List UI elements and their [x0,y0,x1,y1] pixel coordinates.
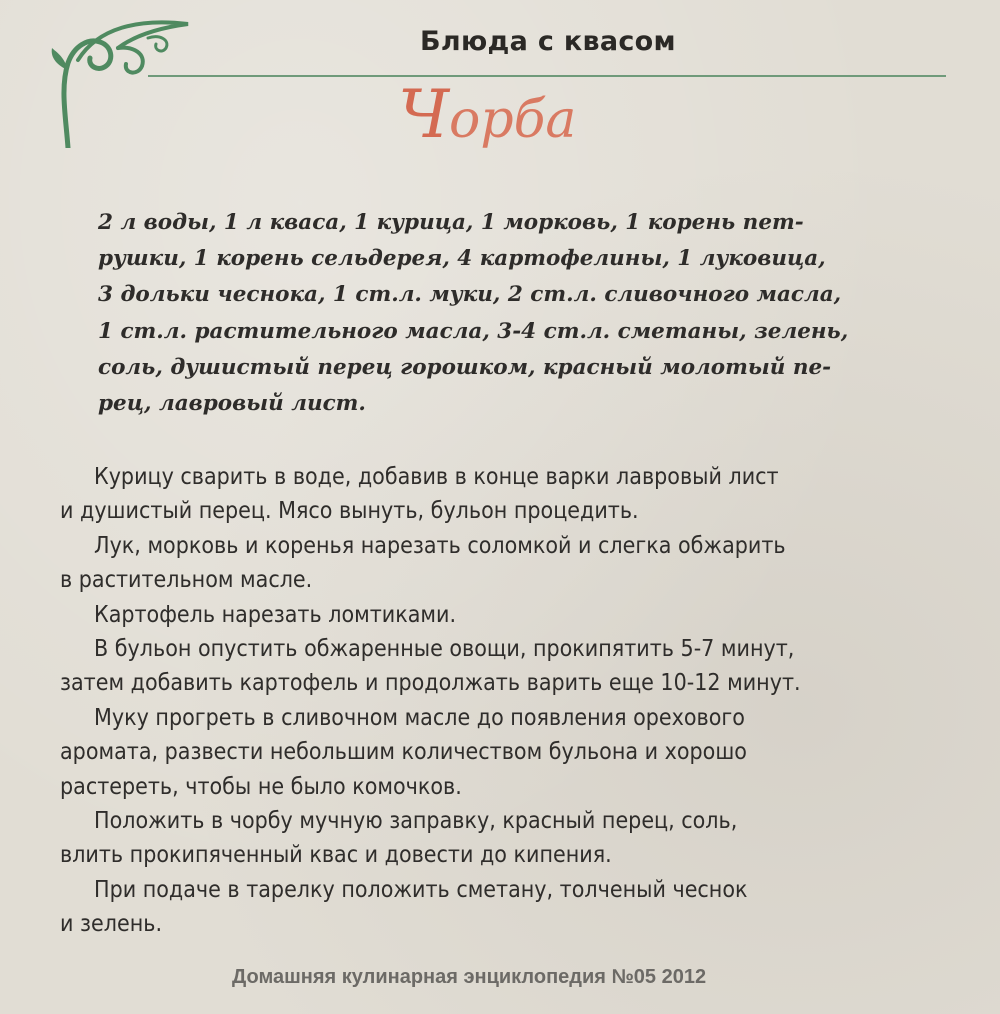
ingredients-line: 1 ст.л. растительного масла, 3-4 ст.л. сметаны, зелень, [98,318,849,344]
ingredients-list [98,205,968,422]
ingredients-line: соль, душистый перец горошком, красный молотый пе- [98,354,832,380]
ingredients-line: 2 л воды, 1 л кваса, 1 курица, 1 морковь, 1 корень пет- [98,210,804,235]
method-line: Лук, морковь и коренья нарезать соломкой и слегка обжарить [94,532,786,559]
section-title: Блюда с квасом [420,26,676,57]
method-line: В бульон опустить обжаренные овощи, прокипятить 5-7 минут, [94,636,795,663]
method-line: влить прокипяченный квас и довести до кипения. [60,842,612,869]
method-line: Картофель нарезать ломтиками. [94,601,457,628]
method-line: и зелень. [60,911,163,938]
ingredients-line: 3 дольки чеснока, 1 ст.л. муки, 2 ст.л. сливочного масла, [98,282,842,308]
leaf-swirl-icon [38,8,198,148]
method-line: Курицу сварить в воде, добавив в конце варки лавровый лист [94,464,779,490]
recipe-title-initial: Ч [398,76,450,153]
method-line: растереть, чтобы не было комочков. [60,773,462,800]
recipe-title [398,76,577,153]
ingredients-line: рушки, 1 корень сельдерея, 4 картофелины, 1 луковица, [98,246,826,272]
method-line: При подаче в тарелку положить сметану, толченый чеснок [94,876,748,903]
method-text [60,460,980,942]
method-line: затем добавить картофель и продолжать варить еще 10-12 минут. [60,670,801,697]
recipe-title-rest: орба [449,90,577,150]
method-line: в растительном масле. [60,567,313,594]
header-rule [148,75,946,77]
method-line: Положить в чорбу мучную заправку, красный перец, соль, [94,808,738,835]
method-line: и душистый перец. Мясо вынуть, бульон процедить. [60,498,639,525]
method-line: аромата, развести небольшим количеством бульона и хорошо [60,739,747,766]
method-line: Муку прогреть в сливочном масле до появления орехового [94,704,745,731]
ingredients-line: рец, лавровый лист. [98,391,366,417]
footer-source: Домашняя кулинарная энциклопедия №05 2012 [232,966,707,988]
